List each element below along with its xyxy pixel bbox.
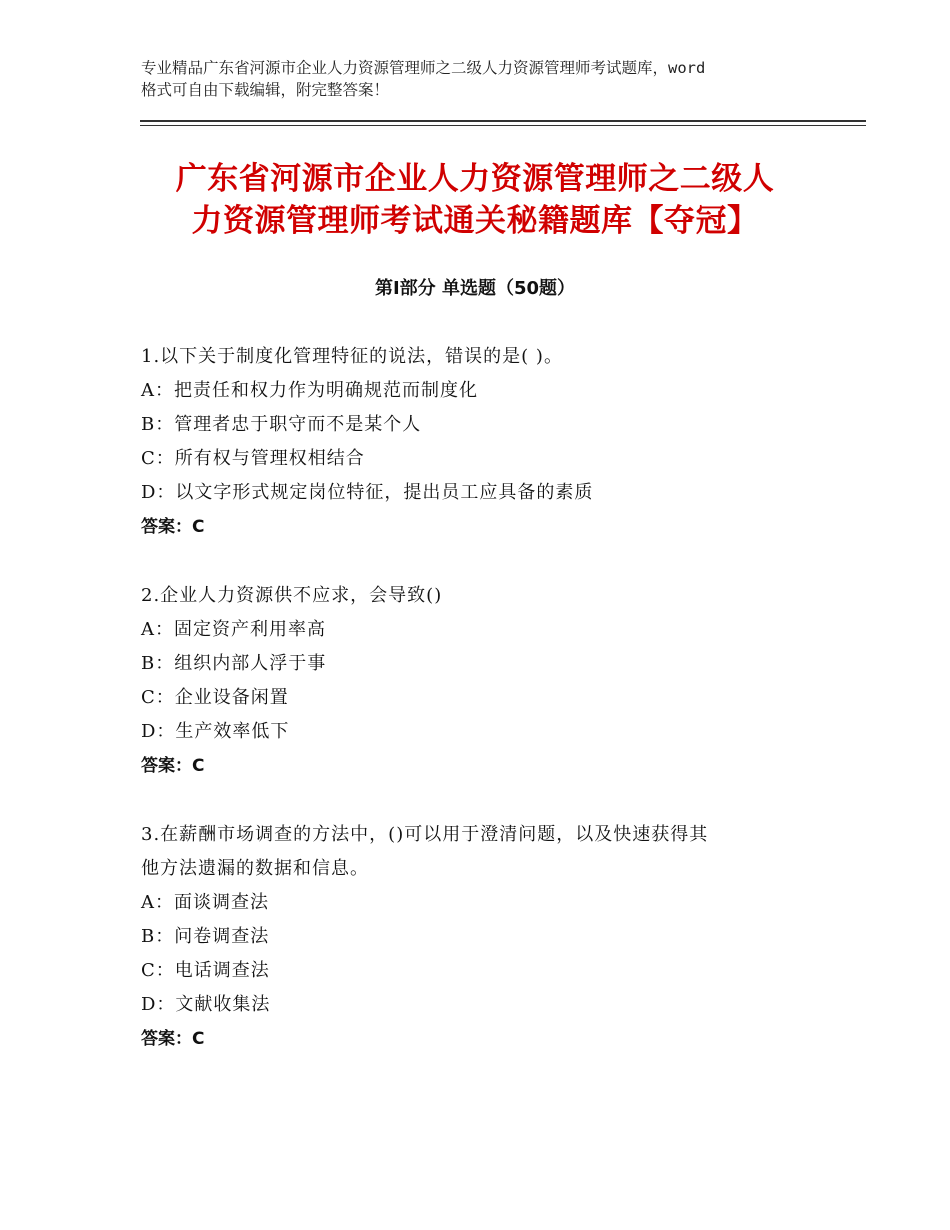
option-a: A：把责任和权力作为明确规范而制度化 <box>141 380 478 401</box>
option-c: C：所有权与管理权相结合 <box>141 448 365 469</box>
option-c: C：电话调查法 <box>141 960 270 981</box>
question-2 <box>141 579 821 783</box>
option-d: D：以文字形式规定岗位特征，提出员工应具备的素质 <box>141 482 594 503</box>
answer: 答案：C <box>141 1029 205 1049</box>
option-c: C：企业设备闲置 <box>141 687 289 708</box>
question-stem: 1.以下关于制度化管理特征的说法，错误的是( )。 <box>141 346 563 367</box>
header-divider-thick <box>140 120 866 122</box>
section-heading: 第Ⅰ部分 单选题（50题） <box>374 278 575 299</box>
document-header-note <box>141 57 831 101</box>
question-1 <box>141 340 821 544</box>
header-divider-thin <box>140 125 866 126</box>
question-stem: 2.企业人力资源供不应求，会导致() <box>141 585 443 606</box>
header-note-line-2: 格式可自由下载编辑，附完整答案！ <box>141 81 390 99</box>
title-line-1: 广东省河源市企业人力资源管理师之二级人 <box>175 161 775 197</box>
answer: 答案：C <box>141 517 205 537</box>
option-d: D：文献收集法 <box>141 994 271 1015</box>
option-d: D：生产效率低下 <box>141 721 290 742</box>
question-stem-line-1: 3.在薪酬市场调查的方法中，()可以用于澄清问题，以及快速获得其 <box>141 824 709 845</box>
header-note-line-1: 专业精品广东省河源市企业人力资源管理师之二级人力资源管理师考试题库，word <box>141 59 706 77</box>
answer: 答案：C <box>141 756 205 776</box>
option-a: A：固定资产利用率高 <box>141 619 326 640</box>
option-b: B：问卷调查法 <box>141 926 270 947</box>
option-b: B：管理者忠于职守而不是某个人 <box>141 414 422 435</box>
question-3 <box>141 818 821 1056</box>
document-title <box>130 158 820 242</box>
option-b: B：组织内部人浮于事 <box>141 653 327 674</box>
question-stem-line-2: 他方法遗漏的数据和信息。 <box>141 858 369 879</box>
title-line-2: 力资源管理师考试通关秘籍题库【夺冠】 <box>191 203 759 239</box>
option-a: A：面谈调查法 <box>141 892 269 913</box>
